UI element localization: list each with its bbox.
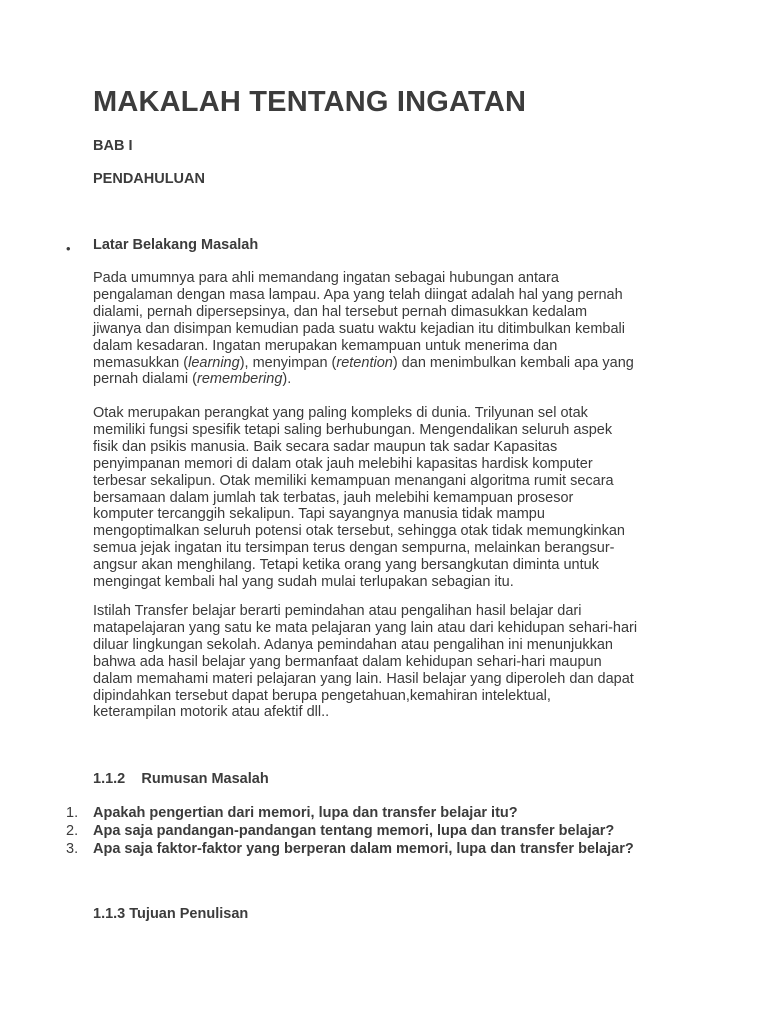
italic-term: retention <box>336 354 393 371</box>
list-number: 2. <box>66 823 79 839</box>
chapter-title: PENDAHULUAN <box>93 171 205 187</box>
paragraph-line: angsur akan menghilang. Tetapi ketika orang yang bersangkutan diminta untuk <box>93 557 599 574</box>
paragraph-line: keterampilan motorik atau afektif dll.. <box>93 704 330 721</box>
rumusan-heading: 1.1.2 Rumusan Masalah <box>93 771 269 787</box>
list-item <box>66 804 634 822</box>
paragraph-transfer <box>93 603 693 721</box>
paragraph-line <box>93 371 693 388</box>
document-title: MAKALAH TENTANG INGATAN <box>93 86 527 118</box>
list-text: Apakah pengertian dari memori, lupa dan transfer belajar itu? <box>93 805 518 821</box>
paragraph-line <box>93 355 693 372</box>
paragraph-line: jiwanya dan disimpan kemudian pada suatu waktu kejadian itu ditimbulkan kembali <box>93 320 625 337</box>
paragraph-line: bersamaan dalam jumlah tak terbatas, jauh melebihi kemampuan prosesor <box>93 489 574 506</box>
list-text: Apa saja pandangan-pandangan tentang memori, lupa dan transfer belajar? <box>93 823 615 839</box>
paragraph-otak <box>93 405 693 591</box>
list-number: 1. <box>66 805 79 821</box>
paragraph-line: penyimpanan memori di dalam otak jauh melebihi kapasitas hardisk komputer <box>93 455 593 472</box>
text-run: pernah dialami ( <box>93 371 197 388</box>
text-run: ), menyimpan ( <box>239 354 337 371</box>
paragraph-line: fisik dan psikis manusia. Baik secara sadar maupun tak sadar Kapasitas <box>93 438 558 455</box>
italic-term: learning <box>188 354 240 371</box>
paragraph-line: memiliki fungsi spesifik tetapi saling berhubungan. Mengendalikan seluruh aspek <box>93 421 613 438</box>
question-list <box>66 804 634 858</box>
paragraph-line: matapelajaran yang satu ke mata pelajaran yang lain atau dari kehidupan sehari-hari <box>93 619 638 636</box>
text-run: ) dan menimbulkan kembali apa yang <box>392 354 634 371</box>
paragraph-line: dalam kesadaran. Ingatan merupakan kemampuan untuk menerima dan <box>93 337 558 354</box>
paragraph-line: semua jejak ingatan itu tersimpan terus dengan sempurna, melainkan berangsur- <box>93 540 615 557</box>
paragraph-line: Pada umumnya para ahli memandang ingatan sebagai hubungan antara <box>93 270 559 286</box>
paragraph-line: dalam memahami materi pelajaran yang lain. Hasil belajar yang diperoleh dan dapat <box>93 670 634 687</box>
paragraph-line: dialami, pernah dipersepsinya, dan hal tersebut pernah dimasukkan kedalam <box>93 303 588 320</box>
paragraph-line: terbesar sekalipun. Otak memiliki kemampuan menangani algoritma rumit secara <box>93 472 614 489</box>
paragraph-line: komputer tercanggih sekalipun. Tapi sayangnya manusia tidak mampu <box>93 506 545 523</box>
list-item <box>66 840 634 858</box>
list-number: 3. <box>66 841 79 857</box>
list-item <box>66 822 634 840</box>
chapter-label: BAB I <box>93 138 133 154</box>
paragraph-line: pengalaman dengan masa lampau. Apa yang telah diingat adalah hal yang pernah <box>93 286 623 303</box>
list-text: Apa saja faktor-faktor yang berperan dalam memori, lupa dan transfer belajar? <box>93 841 634 857</box>
text-run: memasukkan ( <box>93 354 189 371</box>
text-run: ). <box>282 371 292 388</box>
paragraph-line: dipindahkan tersebut dapat berupa pengetahuan,kemahiran intelektual, <box>93 687 551 704</box>
paragraph-line: mengingat kembali hal yang sudah mulai terlupakan sebagian itu. <box>93 574 514 591</box>
paragraph-line: diluar lingkungan sekolah. Adanya pemindahan atau pengalihan ini menunjukkan <box>93 636 613 653</box>
bullet-icon: • <box>66 241 71 256</box>
italic-term: remembering <box>196 371 283 388</box>
paragraph-line: Istilah Transfer belajar berarti pemindahan atau pengalihan hasil belajar dari <box>93 603 582 619</box>
section-heading: Latar Belakang Masalah <box>93 237 259 253</box>
paragraph-line: mengoptimalkan seluruh potensi otak tersebut, sehingga otak tidak memungkinkan <box>93 523 625 540</box>
tujuan-heading: 1.1.3 Tujuan Penulisan <box>93 906 249 922</box>
paragraph-line: Otak merupakan perangkat yang paling kompleks di dunia. Trilyunan sel otak <box>93 405 588 421</box>
paragraph-line: bahwa ada hasil belajar yang bermanfaat dalam kehidupan sehari-hari maupun <box>93 653 602 670</box>
paragraph-ingatan <box>93 270 693 388</box>
